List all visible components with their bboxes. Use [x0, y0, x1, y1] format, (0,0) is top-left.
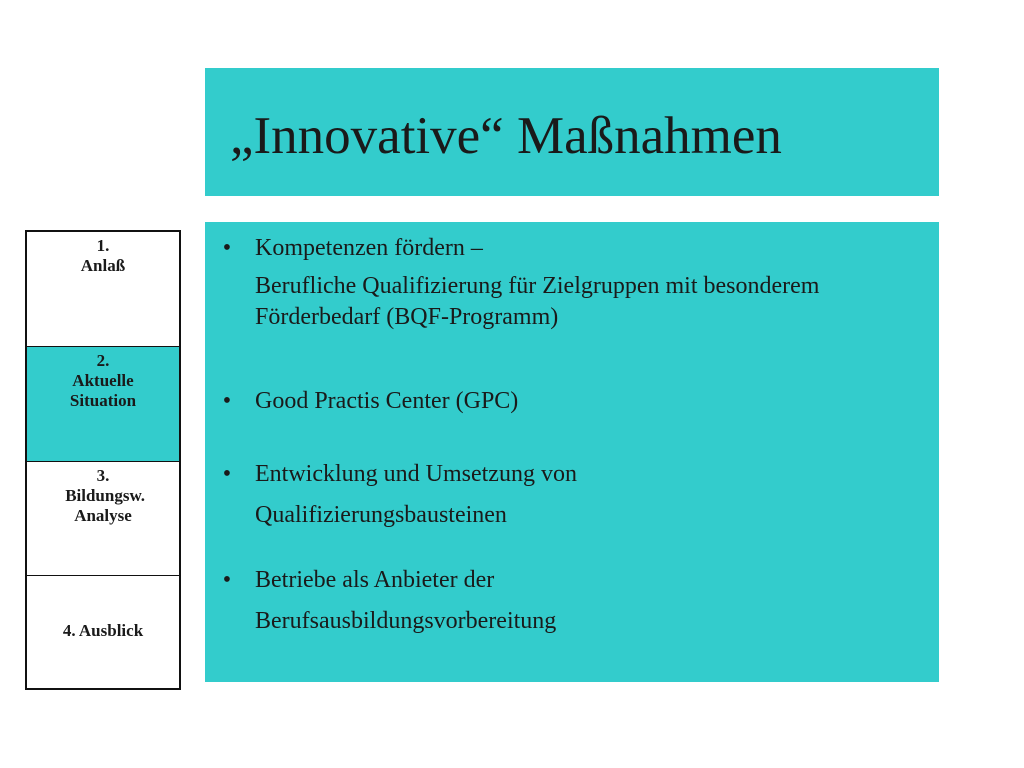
nav-item-label-line: Bildungsw.: [60, 485, 146, 505]
bullet-marker: •: [222, 388, 232, 414]
nav-item-aktuelle-situation[interactable]: [27, 347, 179, 462]
bullet-marker: •: [222, 461, 232, 487]
nav-item-anlass[interactable]: [27, 232, 179, 347]
bullet-text: Betriebe als Anbieter der: [255, 567, 495, 593]
nav-item-ausblick[interactable]: [27, 576, 179, 688]
nav-item-bildungsw-analyse[interactable]: [27, 462, 179, 577]
nav-item-number: 1.: [96, 236, 110, 255]
nav-item-label: 4. Ausblick: [62, 621, 144, 641]
bullet-item: [217, 564, 929, 638]
nav-item-number: 2.: [96, 350, 110, 370]
bullet-text: Entwicklung und Umsetzung von: [255, 461, 577, 487]
nav-item-label: Anlaß: [80, 256, 126, 275]
nav-item-label-line: Analyse: [74, 505, 132, 525]
bullet-text: Qualifizierungsbausteinen: [255, 502, 507, 528]
nav-item-label-line: Aktuelle: [72, 370, 134, 390]
bullet-marker: •: [222, 235, 232, 261]
nav-item-label-line: Situation: [69, 390, 137, 410]
bullet-text: Berufsausbildungsvorbereitung: [255, 608, 557, 634]
bullet-item: [217, 232, 929, 333]
section-navigation-table: [25, 230, 181, 690]
title-banner: [205, 68, 939, 196]
bullet-item: [217, 458, 929, 532]
bullet-text: Kompetenzen fördern –: [255, 235, 483, 261]
bullet-marker: •: [222, 567, 232, 593]
nav-item-number: 3.: [96, 465, 110, 485]
slide-title: „Innovative“ Maßnahmen: [230, 106, 782, 165]
content-panel: [205, 222, 939, 682]
bullet-text: Berufliche Qualifizierung für Zielgruppen mit besonderem Förderbedarf (BQF-Programm): [255, 273, 820, 330]
bullet-text: Good Practis Center (GPC): [255, 388, 519, 414]
bullet-item: [217, 385, 929, 418]
